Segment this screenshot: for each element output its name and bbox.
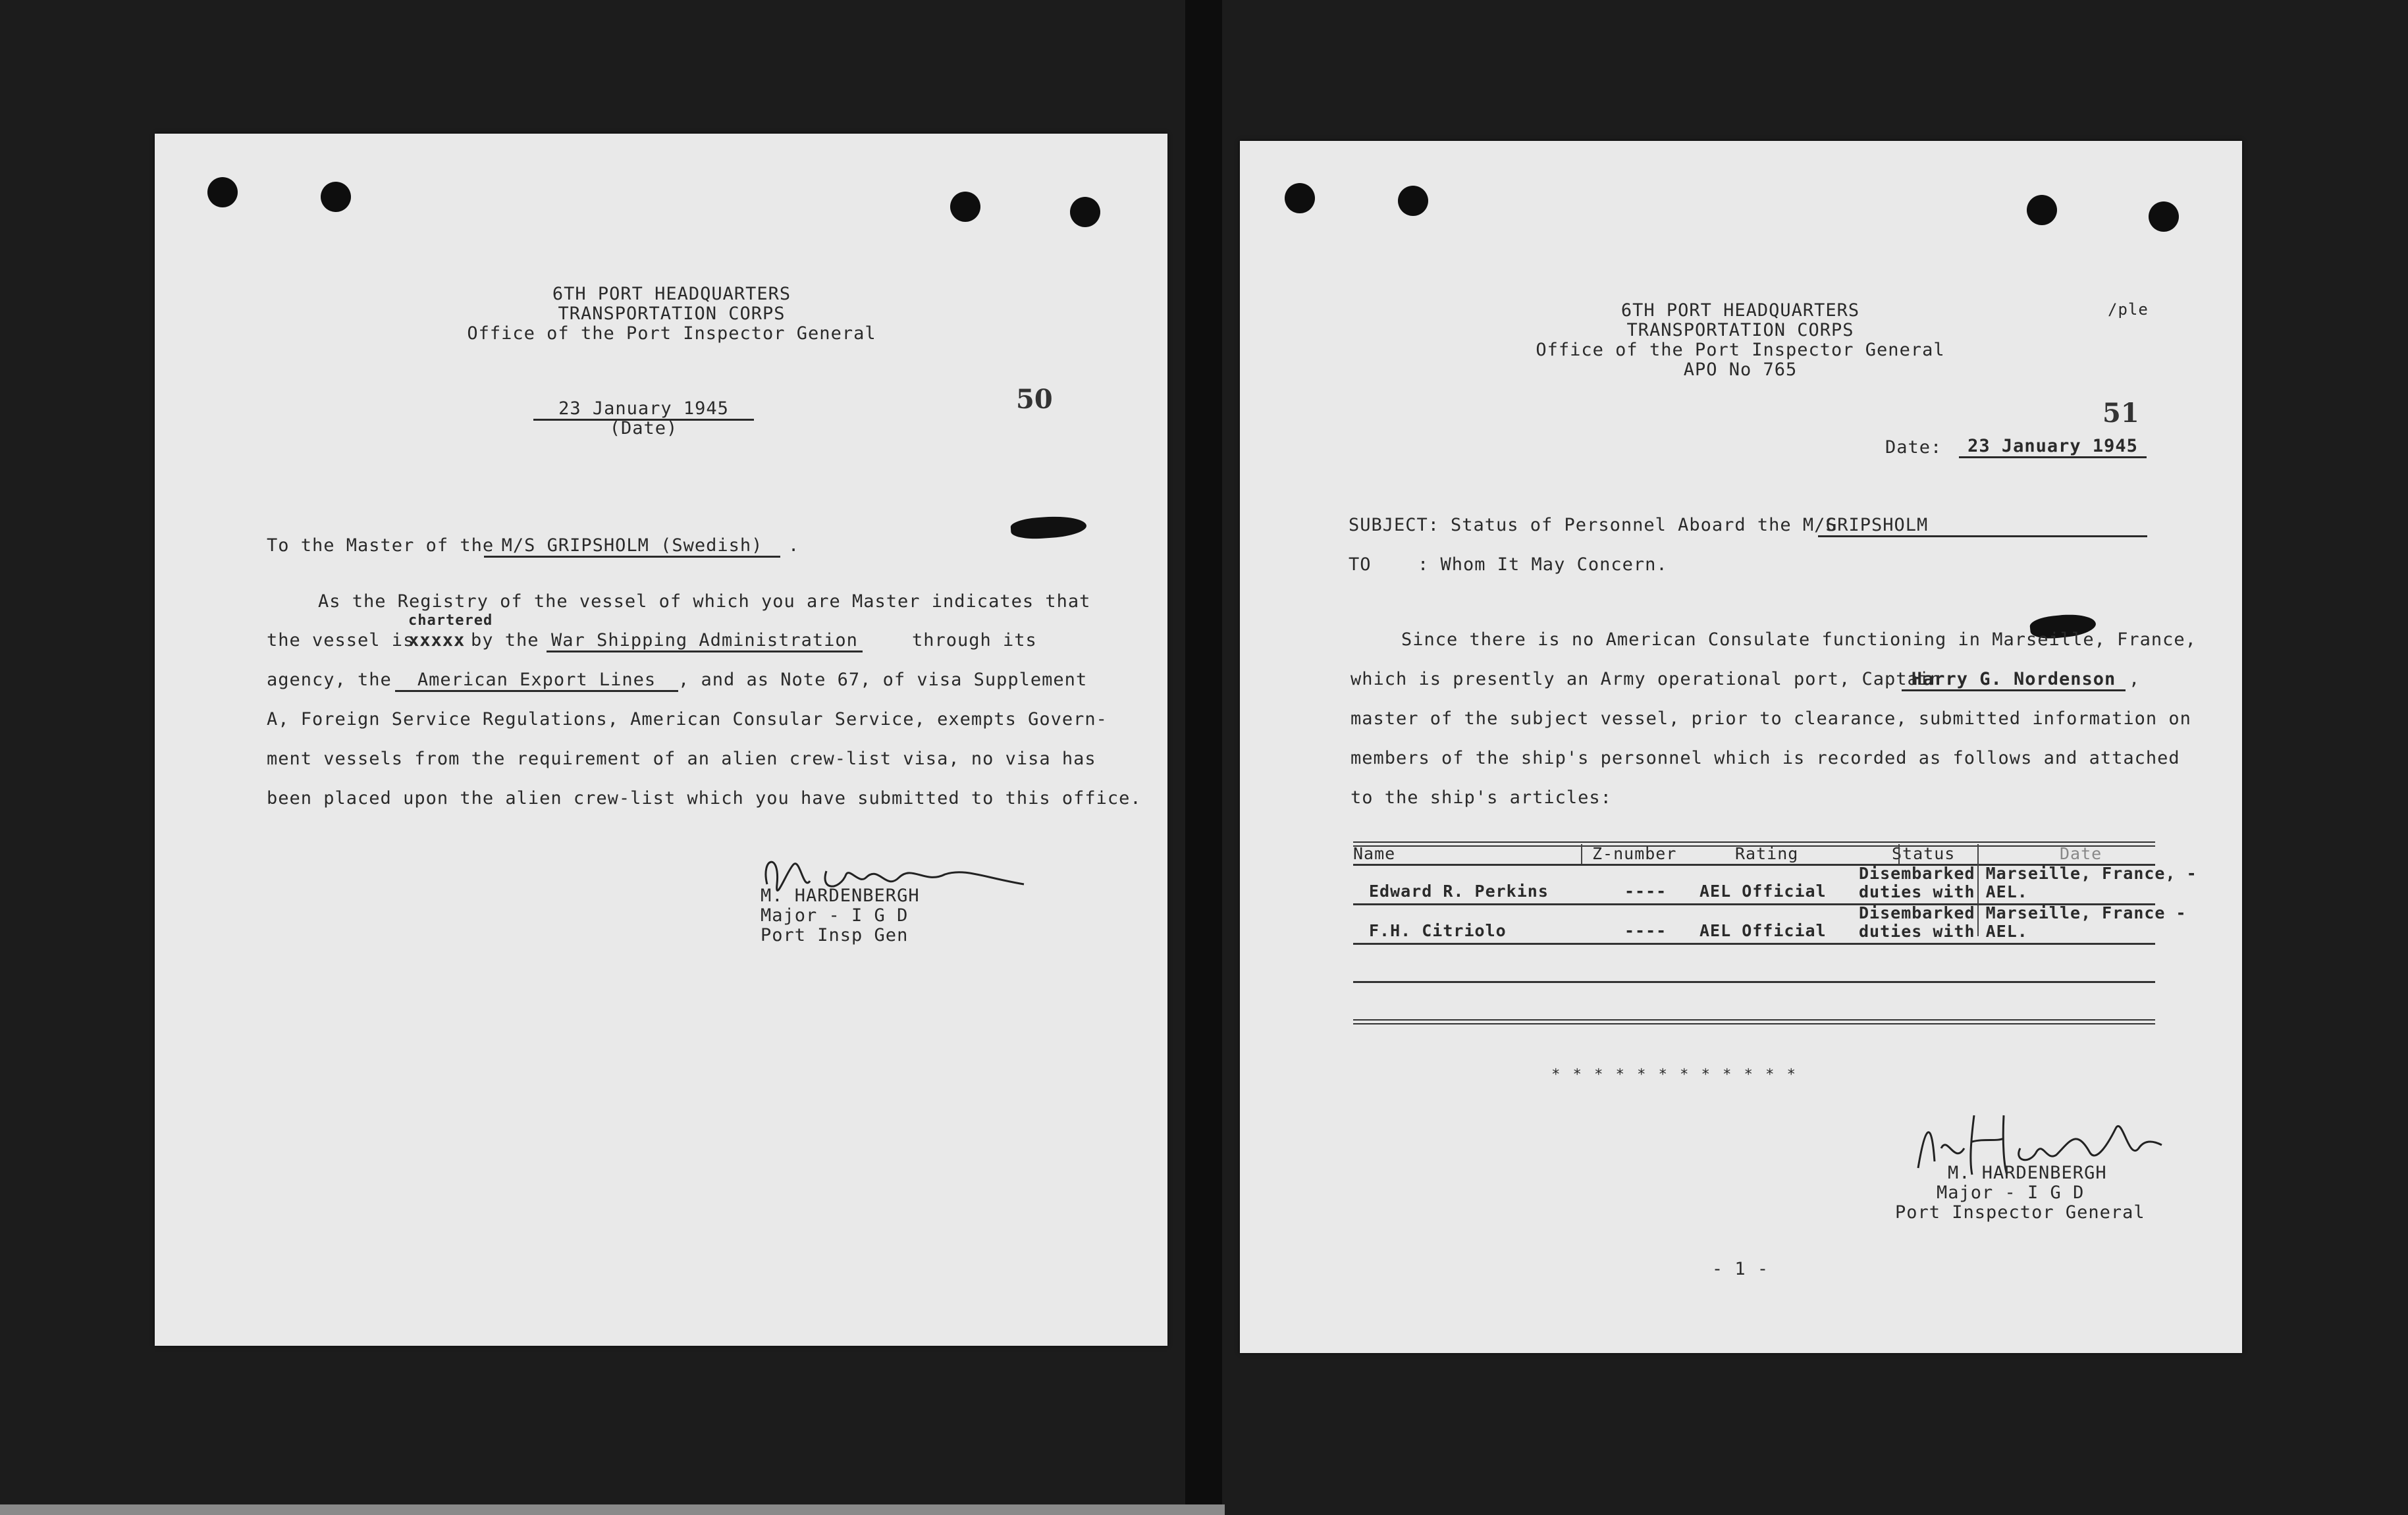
header-line-4: APO No 765	[1683, 359, 1798, 380]
to-line-suffix: .	[788, 535, 800, 556]
struck-word: xxxxx	[408, 630, 466, 651]
paragraph-line-1: As the Registry of the vessel of which you are Master indicates that	[318, 591, 1091, 612]
paragraph-line-2-prefix: which is presently an Army operational port, Captain	[1351, 669, 1942, 689]
paragraph-line-2-prefix: the vessel is	[267, 630, 415, 651]
document-page-left	[155, 134, 1167, 1346]
paragraph-line-2-suffix: ,	[2129, 669, 2141, 689]
to-label: TO	[1349, 554, 1372, 575]
header-name: Name	[1353, 844, 1396, 863]
header-znumber: Z-number	[1592, 844, 1677, 863]
subject-label: SUBJECT:	[1349, 515, 1440, 535]
paragraph-line-5: to the ship's articles:	[1351, 787, 1612, 808]
header-status: Status	[1892, 844, 1956, 863]
cell-status-line-2: duties with AEL.	[1859, 882, 2028, 901]
signatory-title: Port Inspector General	[1895, 1202, 2145, 1223]
captain-name: Harry G. Nordenson	[1902, 669, 2126, 691]
scan-divider	[1185, 0, 1222, 1515]
punch-hole	[1070, 197, 1100, 227]
signatory-name: M. HARDENBERGH	[761, 886, 920, 906]
redaction-blot	[1010, 514, 1087, 541]
punch-hole	[321, 182, 351, 212]
cell-status-line-1: Disembarked Marseille, France -	[1859, 903, 2187, 922]
punch-hole	[2027, 195, 2057, 225]
paragraph-line-4: A, Foreign Service Regulations, American Consular Service, exempts Govern-	[267, 709, 1108, 730]
date-label: (Date)	[609, 418, 678, 439]
footer-page-number: - 1 -	[1711, 1259, 1769, 1279]
header-date: Date	[2060, 844, 2102, 863]
header-line-2: TRANSPORTATION CORPS	[558, 304, 786, 324]
inserted-word: chartered	[408, 612, 493, 629]
header-rating: Rating	[1735, 844, 1799, 863]
to-text: : Whom It May Concern.	[1418, 554, 1668, 575]
document-page-right	[1240, 141, 2242, 1353]
row-rule	[1353, 981, 2155, 983]
paragraph-line-2-suffix: through its	[912, 630, 1037, 651]
cell-rating: AEL Official	[1699, 882, 1827, 901]
punch-hole	[1285, 183, 1315, 213]
date-value: 23 January 1945	[1959, 436, 2147, 458]
header-line-3: Office of the Port Inspector General	[467, 323, 876, 344]
punch-hole	[1398, 186, 1428, 216]
header-line-1: 6TH PORT HEADQUARTERS	[1620, 300, 1860, 321]
film-edge-strip	[0, 1504, 1225, 1515]
signatory-rank: Major - I G D	[761, 905, 909, 926]
company-name: American Export Lines	[395, 670, 678, 692]
header-line-2: TRANSPORTATION CORPS	[1626, 320, 1854, 340]
paragraph-line-6: been placed upon the alien crew-list which you have submitted to this office.	[267, 788, 1142, 809]
cell-znumber: ----	[1624, 921, 1667, 940]
date-value: 23 January 1945	[533, 398, 754, 421]
vessel-name: M/S GRIPSHOLM (Swedish)	[484, 535, 780, 558]
cell-name: Edward R. Perkins	[1369, 882, 1549, 901]
column-divider	[1581, 844, 1582, 864]
column-divider	[1898, 844, 1900, 864]
cell-name: F.H. Citriolo	[1369, 921, 1507, 940]
cell-status-line-1: Disembarked Marseille, France, -	[1859, 864, 2197, 883]
date-label: Date:	[1885, 437, 1942, 458]
paragraph-line-5: ment vessels from the requirement of an alien crew-list visa, no visa has	[267, 749, 1096, 769]
subject-text: Status of Personnel Aboard the M/S	[1451, 515, 1837, 535]
page-number: 51	[2102, 398, 2139, 429]
punch-hole	[2149, 201, 2179, 232]
page-number: 50	[1016, 384, 1053, 415]
corner-note: /ple	[2108, 300, 2149, 319]
paragraph-line-2-by: by the	[471, 630, 539, 651]
row-rule	[1353, 943, 2155, 945]
paragraph-line-1: Since there is no American Consulate functioning in Marseille, France,	[1401, 629, 2197, 650]
header-line-1: 6TH PORT HEADQUARTERS	[552, 284, 791, 304]
punch-hole	[207, 177, 238, 207]
signatory-name: M. HARDENBERGH	[1948, 1163, 2107, 1183]
cell-status-line-2: duties with AEL.	[1859, 922, 2028, 941]
paragraph-line-3-suffix: , and as Note 67, of visa Supplement	[678, 670, 1088, 690]
agency-name: War Shipping Administration	[547, 630, 863, 652]
subject-vessel: GRIPSHOLM	[1818, 515, 2147, 537]
signatory-title: Port Insp Gen	[761, 925, 909, 945]
cell-rating: AEL Official	[1699, 921, 1827, 940]
paragraph-line-3: master of the subject vessel, prior to clearance, submitted information on	[1351, 708, 2191, 729]
punch-hole	[950, 192, 980, 222]
paragraph-line-3-prefix: agency, the	[267, 670, 392, 690]
table-bottom-rule	[1353, 1019, 2155, 1024]
stars-separator: * * * * * * * * * * * *	[1551, 1067, 1798, 1083]
cell-znumber: ----	[1624, 882, 1667, 901]
signatory-rank: Major - I G D	[1937, 1183, 2085, 1203]
paragraph-line-4: members of the ship's personnel which is recorded as follows and attached	[1351, 748, 2180, 768]
to-line-prefix: To the Master of the	[267, 535, 495, 556]
header-line-3: Office of the Port Inspector General	[1536, 340, 1945, 360]
